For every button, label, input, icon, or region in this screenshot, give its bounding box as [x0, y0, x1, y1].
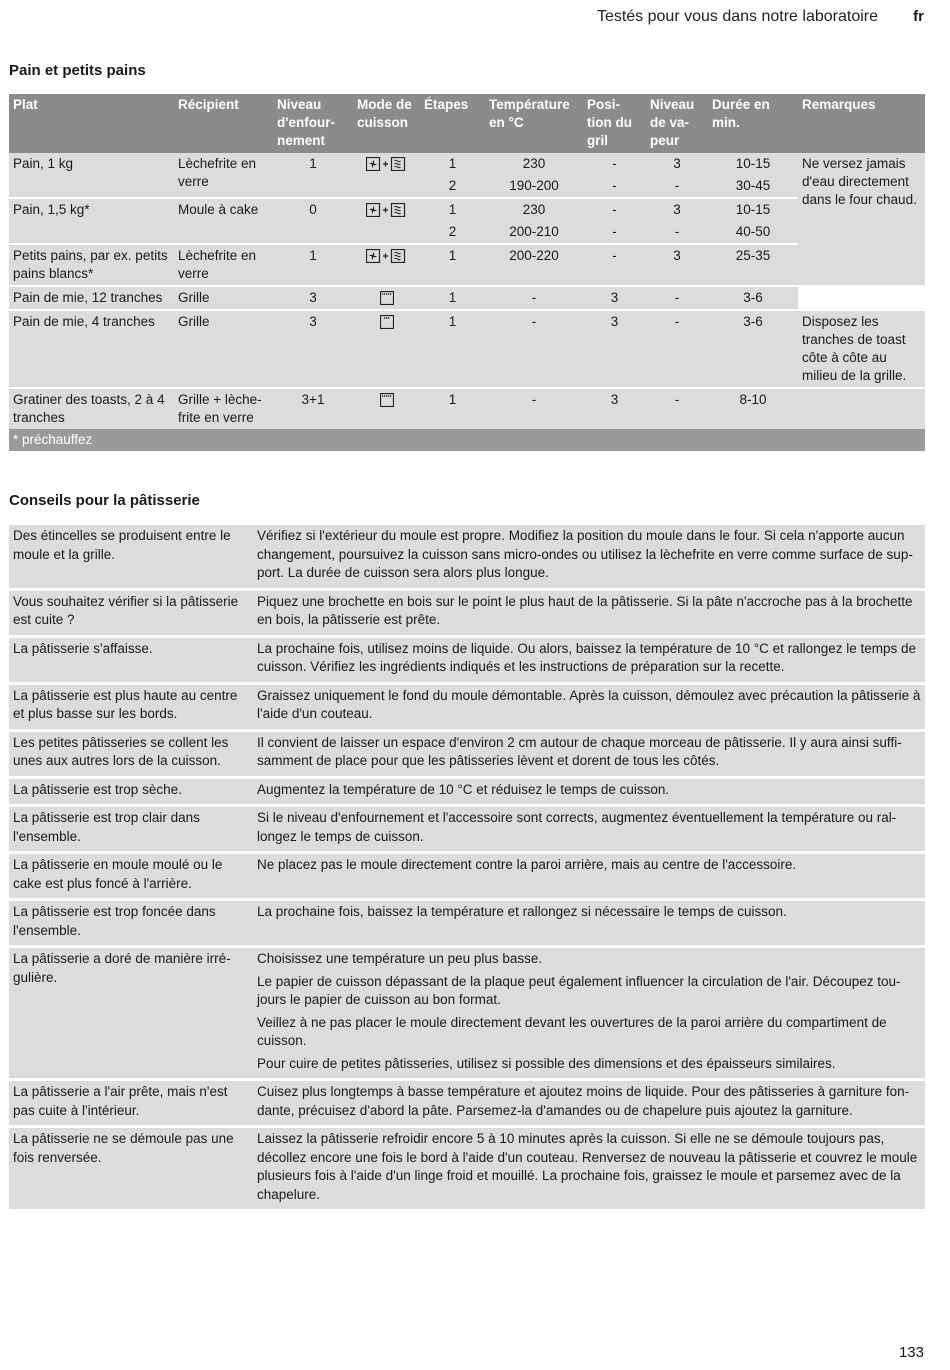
tip-solution: [253, 524, 925, 590]
tip-solution-text: Si le niveau d'enfournement et l'accessoire sont corrects, augmentez éventuellement la température ou ral-longez le temps de cuisson.: [257, 810, 897, 844]
cell-niveau: 3: [273, 286, 353, 310]
header-vapeur: Niveau de va-peur: [646, 94, 708, 153]
tip-solution: [253, 1080, 925, 1127]
cell-recipient: Lèchefrite en verre: [174, 153, 273, 198]
table-row: [9, 153, 925, 175]
tip-problem: La pâtisserie est trop clair dans l'ensemble.: [9, 806, 253, 853]
cell-plat: Pain de mie, 4 tranches: [9, 310, 174, 388]
header-plat: Plat: [9, 94, 174, 153]
table-header-row: [9, 94, 925, 153]
cell-duree: 3-6: [708, 286, 798, 310]
tip-row: [9, 853, 925, 900]
tip-problem: La pâtisserie est trop sèche.: [9, 777, 253, 806]
tip-solution-text: La prochaine fois, utilisez moins de liquide. Ou alors, baissez la température de 10 °C et rallongez le temps de cuisson. Vérifiez les ingrédients indiqués et les instructions de préparation sur la recette.: [257, 640, 917, 674]
cell-plat: Petits pains, par ex. petits pains blancs*: [9, 244, 174, 286]
cell-mode: [353, 388, 420, 429]
tip-solution: [253, 636, 925, 683]
header-duree: Durée en min.: [708, 94, 798, 153]
cell-temperature: 200-210: [485, 221, 583, 244]
cell-niveau: 3+1: [273, 388, 353, 429]
cell-mode: [353, 153, 420, 198]
hot-air-steam-icon: [366, 203, 408, 217]
cell-recipient: Lèchefrite en verre: [174, 244, 273, 286]
cell-gril: -: [583, 175, 646, 198]
cell-vapeur: -: [646, 286, 708, 310]
cell-duree: 10-15: [708, 153, 798, 175]
tip-solution: [253, 806, 925, 853]
cell-recipient: Grille: [174, 286, 273, 310]
tip-solution-text: Augmentez la température de 10 °C et réduisez le temps de cuisson.: [257, 781, 670, 797]
tip-row: [9, 730, 925, 777]
tip-solution: [253, 947, 925, 1080]
tip-solution-text: Veillez à ne pas placer le moule directement devant les ouvertures de la paroi arrière du compartiment de cuisson.: [257, 1014, 887, 1048]
cell-mode: [353, 310, 420, 388]
cell-remark-empty: [798, 286, 925, 310]
cell-gril: -: [583, 221, 646, 244]
cell-recipient: Grille + lèche-frite en verre: [174, 388, 273, 429]
cell-mode: [353, 286, 420, 310]
tip-solution-text: Laissez la pâtisserie refroidir encore 5 à 10 minutes après la cuisson. Si elle ne se démoule toujours pas, décollez encore une fois le bord à l'aide d'un couteau. Renversez de nouveau la pâtisserie et couvrez le moule plusieurs fois à l'aide d'un linge froid et mouillé. La prochaine fois, graissez le moule et parsemez avec de la chapelure.: [257, 1131, 918, 1202]
tip-row: [9, 636, 925, 683]
tip-row: [9, 777, 925, 806]
cell-temperature: 230: [485, 198, 583, 221]
tip-solution-text: Choisissez une température un peu plus basse.: [257, 951, 543, 966]
cell-plat: Pain, 1,5 kg*: [9, 198, 174, 244]
cell-temperature: 230: [485, 153, 583, 175]
cell-niveau: 1: [273, 153, 353, 198]
tip-problem: La pâtisserie est trop foncée dans l'ensemble.: [9, 900, 253, 947]
cell-plat: Gratiner des toasts, 2 à 4 tranches: [9, 388, 174, 429]
tip-row: [9, 524, 925, 590]
tip-solution-text: Graissez uniquement le fond du moule démontable. Après la cuisson, démoulez avec précaution la pâtisserie à l'aide d'un couteau.: [257, 687, 921, 721]
cell-duree: 40-50: [708, 221, 798, 244]
page-number: 133: [898, 1344, 924, 1361]
cell-etape: 1: [420, 310, 485, 388]
cell-etape: 1: [420, 198, 485, 221]
cell-vapeur: -: [646, 175, 708, 198]
tip-problem: Des étincelles se produisent entre le moule et la grille.: [9, 524, 253, 590]
cell-recipient: Moule à cake: [174, 198, 273, 244]
tip-solution: [253, 777, 925, 806]
cell-niveau: 0: [273, 198, 353, 244]
grill-small-icon: [380, 315, 394, 329]
cell-temperature: 190-200: [485, 175, 583, 198]
cell-vapeur: 3: [646, 198, 708, 221]
cell-gril: -: [583, 198, 646, 221]
cell-plat: Pain, 1 kg: [9, 153, 174, 198]
tip-row: [9, 589, 925, 636]
cell-duree: 25-35: [708, 244, 798, 286]
section-title-pastry: Conseils pour la pâtisserie: [9, 492, 200, 509]
cell-vapeur: -: [646, 221, 708, 244]
cell-gril: 3: [583, 388, 646, 429]
cell-temperature: -: [485, 310, 583, 388]
header-title: Testés pour vous dans notre laboratoire: [596, 8, 878, 25]
footnote: * préchauffez: [9, 429, 925, 451]
hot-air-steam-icon: [366, 249, 408, 263]
tip-problem: Les petites pâtisseries se collent les unes aux autres lors de la cuisson.: [9, 730, 253, 777]
tip-solution: [253, 1127, 925, 1210]
tip-solution: [253, 589, 925, 636]
tip-row: [9, 947, 925, 1080]
page-header: [0, 8, 950, 30]
cell-gril: 3: [583, 310, 646, 388]
cell-remark-empty: [798, 388, 925, 429]
table-row: [9, 244, 925, 286]
cell-etape: 1: [420, 388, 485, 429]
header-language: fr: [913, 8, 924, 25]
cell-remark: Ne versez jamais d'eau directement dans le four chaud.: [798, 153, 925, 286]
tip-solution: [253, 683, 925, 730]
tip-row: [9, 1127, 925, 1210]
tip-solution-text: Piquez une brochette en bois sur le point le plus haut de la pâtisserie. Si la pâte n'accroche pas à la brochette en bois, la pâtisserie est prête.: [257, 593, 913, 627]
table-row: [9, 198, 925, 221]
cell-etape: 2: [420, 175, 485, 198]
cell-vapeur: 3: [646, 153, 708, 175]
tip-row: [9, 1080, 925, 1127]
tip-solution-text: Vérifiez si l'extérieur du moule est propre. Modifiez la position du moule dans le four. Si cela n'apporte aucun changement, poursuivez la cuisson sans micro-ondes ou utilisez la lèchefrite en verre comme surface de sup-port. La durée de cuisson sera alors plus longue.: [257, 528, 913, 580]
cell-niveau: 3: [273, 310, 353, 388]
header-temperature: Température en °C: [485, 94, 583, 153]
cell-temperature: -: [485, 388, 583, 429]
cell-gril: -: [583, 153, 646, 175]
tip-solution-text: Le papier de cuisson dépassant de la plaque peut également influencer la circulation de l'air. Découpez tou-jours le papier de cuisson au bon format.: [257, 973, 901, 1007]
cell-duree: 10-15: [708, 198, 798, 221]
tip-problem: La pâtisserie ne se démoule pas une fois renversée.: [9, 1127, 253, 1210]
tip-solution-text: Il convient de laisser un espace d'environ 2 cm autour de chaque morceau de pâtisserie. Il y aura ainsi suffi-samment de place pour que les pâtisseries lèvent et dorent de tous les côtés.: [257, 734, 902, 768]
cell-etape: 2: [420, 221, 485, 244]
cell-etape: 1: [420, 286, 485, 310]
header-mode: Mode de cuisson: [353, 94, 420, 153]
cell-mode: [353, 198, 420, 244]
cell-temperature: 200-220: [485, 244, 583, 286]
cell-duree: 30-45: [708, 175, 798, 198]
tip-problem: La pâtisserie s'affaisse.: [9, 636, 253, 683]
cell-vapeur: -: [646, 388, 708, 429]
cell-niveau: 1: [273, 244, 353, 286]
cell-recipient: Grille: [174, 310, 273, 388]
table-row: [9, 388, 925, 429]
cell-remark: Disposez les tranches de toast côte à côte au milieu de la grille.: [798, 310, 925, 388]
cell-gril: -: [583, 244, 646, 286]
tip-solution: [253, 853, 925, 900]
header-remarques: Remarques: [798, 94, 925, 153]
header-recipient: Récipient: [174, 94, 273, 153]
hot-air-steam-icon: [366, 157, 408, 171]
tip-row: [9, 900, 925, 947]
header-etapes: Étapes: [420, 94, 485, 153]
cell-mode: [353, 244, 420, 286]
tip-problem: Vous souhaitez vérifier si la pâtisserie est cuite ?: [9, 589, 253, 636]
table-row: [9, 286, 925, 310]
tip-problem: La pâtisserie en moule moulé ou le cake est plus foncé à l'arrière.: [9, 853, 253, 900]
tip-solution: [253, 900, 925, 947]
grill-icon: [380, 393, 394, 407]
grill-icon: [380, 291, 394, 305]
tip-solution-text: Cuisez plus longtemps à basse température et ajoutez moins de liquide. Pour des pâtisseries à garniture fon-dante, précuisez d'abord la pâte. Parsemez-la d'amandes ou de chapelure puis ajoutez la garniture.: [257, 1084, 910, 1118]
cell-vapeur: -: [646, 310, 708, 388]
cell-gril: 3: [583, 286, 646, 310]
cell-duree: 8-10: [708, 388, 798, 429]
tip-solution-text: La prochaine fois, baissez la température et rallongez si nécessaire le temps de cuisson.: [257, 904, 787, 919]
bread-table: [9, 94, 925, 451]
cell-etape: 1: [420, 244, 485, 286]
header-gril: Posi-tion du gril: [583, 94, 646, 153]
tip-row: [9, 806, 925, 853]
table-row: [9, 310, 925, 388]
tip-solution: [253, 730, 925, 777]
cell-vapeur: 3: [646, 244, 708, 286]
tip-solution-text: Pour cuire de petites pâtisseries, utilisez si possible des dimensions et des épaisseurs similaires.: [257, 1055, 836, 1071]
footnote-row: [9, 429, 925, 451]
pastry-tips-table: [9, 522, 925, 1209]
tip-problem: La pâtisserie a doré de manière irré-gulière.: [9, 947, 253, 1080]
tip-problem: La pâtisserie est plus haute au centre et plus basse sur les bords.: [9, 683, 253, 730]
cell-duree: 3-6: [708, 310, 798, 388]
header-niveau: Niveau d'enfour-nement: [273, 94, 353, 153]
cell-plat: Pain de mie, 12 tranches: [9, 286, 174, 310]
section-title-bread: Pain et petits pains: [9, 62, 146, 79]
tip-problem: La pâtisserie a l'air prête, mais n'est pas cuite à l'intérieur.: [9, 1080, 253, 1127]
cell-temperature: -: [485, 286, 583, 310]
cell-etape: 1: [420, 153, 485, 175]
tip-solution-text: Ne placez pas le moule directement contre la paroi arrière, mais au centre de l'accessoire.: [257, 857, 797, 872]
tip-row: [9, 683, 925, 730]
